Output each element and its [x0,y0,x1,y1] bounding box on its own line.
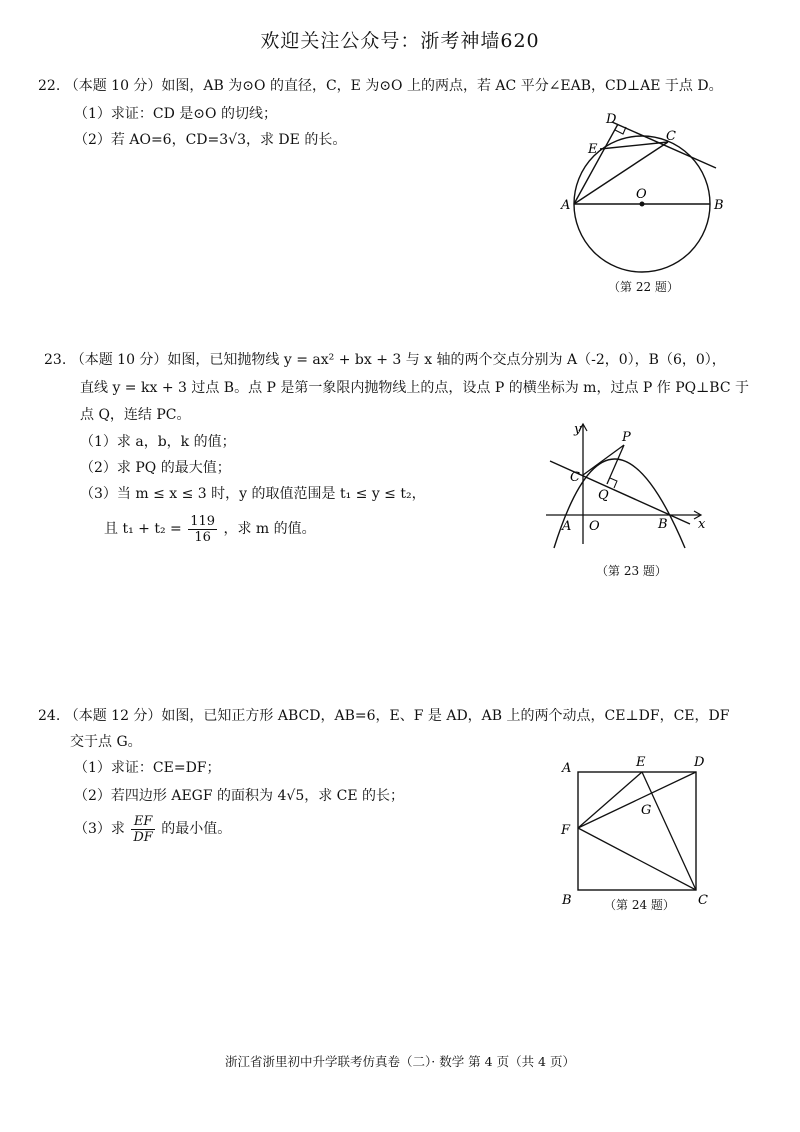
q24-label-c: C [698,893,708,908]
q24-label-e: E [636,755,646,770]
q24-figure [552,750,722,915]
q23-label-o: O [589,519,600,534]
q24-label-b: B [562,893,572,908]
q23-caption: （第 23 题） [596,564,667,578]
q23-fraction-denominator: 16 [194,529,211,545]
q22-line-ad [574,124,618,204]
q23-right-angle-mark [610,478,617,488]
q24-label-a: A [562,761,572,776]
q23-label-q: Q [598,488,609,503]
q22-tangent-dc [612,122,716,168]
q23-label-p: P [622,430,631,445]
q23-part3: （3）当 m ≤ x ≤ 3 时，y 的取值范围是 t₁ ≤ y ≤ t₂， [80,486,426,502]
q23-number: 23. [44,352,67,368]
q24-stem2: 交于点 G。 [70,734,142,750]
q23-part3b-suffix: ，求 m 的值。 [223,521,316,537]
q24-fraction-numerator: EF [131,814,154,830]
page-footer: 浙江省浙里初中升学联考仿真卷（二）· 数学 第 4 页（共 4 页） [225,1054,575,1069]
q24-square [578,772,696,890]
q23-figure [540,420,712,550]
q24-label-g: G [641,803,652,818]
q24-line-fc [578,828,696,890]
page-header: 欢迎关注公众号：浙考神墙620 [260,30,540,52]
q24-part3-suffix: 的最小值。 [161,821,232,837]
q23-part1: （1）求 a，b，k 的值； [80,434,236,450]
q24-line-ec [642,772,696,890]
q23-fraction-numerator: 119 [190,513,216,529]
q24-stem1-text: （本题 12 分）如图，已知正方形 ABCD，AB=6，E、F 是 AD，AB 上的两个动点，CE⊥DF，CE，DF [64,708,730,724]
q23-part2: （2）求 PQ 的最大值； [80,460,231,476]
q24-part2: （2）若四边形 AEGF 的面积为 4√5，求 CE 的长； [74,788,405,804]
q22-stem [38,76,723,96]
q24-part3 [74,812,231,846]
q22-label-o: O [636,187,647,202]
q23-label-a: A [562,519,572,534]
q22-label-c: C [666,129,676,144]
q22-number: 22. [38,78,61,94]
q24-line-fe [578,772,642,828]
q23-part3b-prefix: 且 t₁ + t₂ = [104,521,182,537]
q24-fraction-denominator: DF [133,829,153,845]
q22-figure [552,110,732,300]
q22-part2: （2）若 AO=6，CD=3√3，求 DE 的长。 [74,132,347,148]
q23-fraction [188,514,217,545]
q24-fraction [131,814,154,845]
q24-number: 24. [38,708,61,724]
q23-label-y: y [574,422,582,437]
q22-part1: （1）求证：CD 是⊙O 的切线； [74,106,277,122]
q22-center-point [640,202,645,207]
q23-label-b: B [658,517,668,532]
q23-stem2: 直线 y = kx + 3 过点 B。点 P 是第一象限内抛物线上的点，设点 P 的横坐标为 m，过点 P 作 PQ⊥BC 于 [80,380,750,396]
q22-stem-text: （本题 10 分）如图，AB 为⊙O 的直径，C，E 为⊙O 上的两点，若 AC 平分∠EAB，CD⊥AE 于点 D。 [64,78,723,94]
q24-line-fd [578,772,696,828]
q24-part1: （1）求证：CE=DF； [74,760,221,776]
q22-label-e: E [588,142,598,157]
q23-stem1 [44,350,726,370]
q22-caption: （第 22 题） [608,280,679,294]
q23-part3b [104,512,316,546]
q22-label-d: D [606,112,617,127]
q24-label-d: D [694,755,705,770]
q23-label-c: C [570,470,580,485]
q23-label-x: x [698,517,706,532]
q24-caption: （第 24 题） [604,898,675,912]
q22-label-a: A [561,198,571,213]
q24-label-f: F [561,823,571,838]
q23-stem3: 点 Q，连结 PC。 [80,407,191,423]
q22-label-b: B [714,198,724,213]
q24-part3-prefix: （3）求 [74,821,125,837]
q24-stem1 [38,706,729,726]
q23-stem1-text: （本题 10 分）如图，已知抛物线 y = ax² + bx + 3 与 x 轴的两个交点分别为 A（-2，0），B（6，0）， [70,352,726,368]
